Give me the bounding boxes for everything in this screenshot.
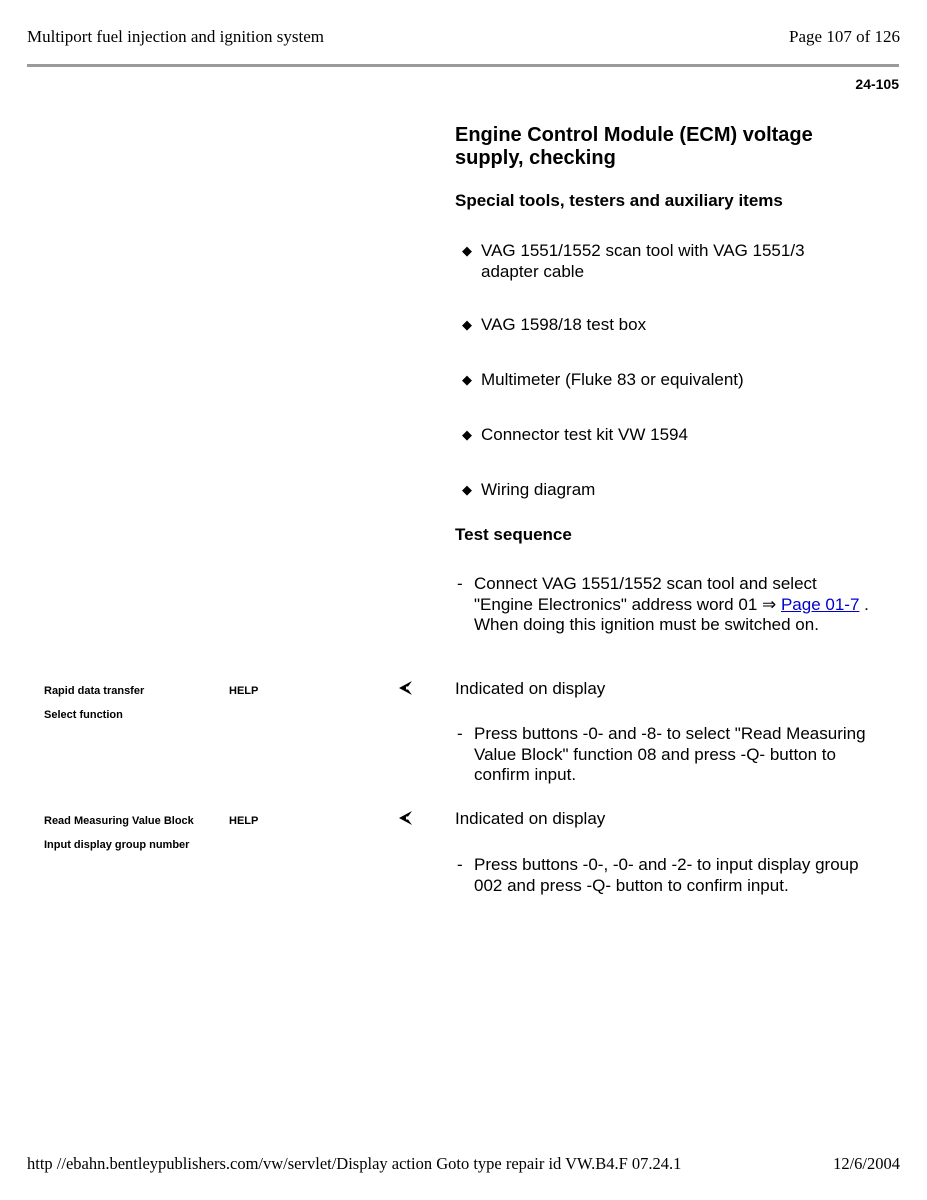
page-number: 24-105 bbox=[855, 76, 899, 92]
display-line-2: Select function bbox=[44, 709, 123, 721]
pointing-hand-icon bbox=[398, 680, 414, 696]
document-header-title: Multiport fuel injection and ignition system bbox=[27, 27, 324, 46]
header-divider bbox=[27, 64, 899, 67]
tool-item bbox=[462, 314, 862, 335]
display-help-label: HELP bbox=[229, 815, 259, 827]
tool-item-text: VAG 1551/1552 scan tool with VAG 1551/3 adapter cable bbox=[481, 241, 805, 281]
diamond-bullet-icon: ◆ bbox=[462, 372, 472, 387]
indicated-on-display: Indicated on display bbox=[455, 679, 606, 698]
section-title: Engine Control Module (ECM) voltage supply, checking bbox=[455, 124, 813, 169]
footer-url: http //ebahn.bentleypublishers.com/vw/servlet/Display action Goto type repair id VW.B4.F 07.24.1 bbox=[27, 1154, 682, 1173]
test-step: - Connect VAG 1551/1552 scan tool and select "Engine Electronics" address word 01 ⇒ Page 01-7 . When doing this ignition must be switched on. bbox=[457, 574, 869, 634]
pointing-hand-icon bbox=[398, 810, 414, 826]
footer-date: 12/6/2004 bbox=[833, 1154, 900, 1173]
display-line-1: Rapid data transfer bbox=[44, 685, 145, 697]
step-text: . When doing this ignition must be switched on. bbox=[474, 594, 869, 634]
tool-item-text: Wiring diagram bbox=[481, 480, 596, 499]
diamond-bullet-icon: ◆ bbox=[462, 243, 472, 258]
footer bbox=[27, 1154, 900, 1174]
test-step: - Press buttons -0-, -0- and -2- to input display group 002 and press -Q- button to confirm input. bbox=[457, 855, 877, 896]
tool-item bbox=[462, 369, 862, 390]
page-link[interactable]: Page 01-7 bbox=[780, 594, 860, 614]
display-help-label: HELP bbox=[229, 685, 259, 697]
tools-heading: Special tools, testers and auxiliary items bbox=[455, 191, 783, 210]
diamond-bullet-icon: ◆ bbox=[462, 317, 472, 332]
test-sequence-heading: Test sequence bbox=[455, 525, 572, 544]
tool-item bbox=[462, 479, 862, 500]
page-counter: Page 107 of 126 bbox=[789, 27, 900, 46]
tool-item-text: Multimeter (Fluke 83 or equivalent) bbox=[481, 370, 744, 389]
diamond-bullet-icon: ◆ bbox=[462, 427, 472, 442]
step-text: Press buttons -0-, -0- and -2- to input display group 002 and press -Q- button to confirm input. bbox=[474, 855, 859, 895]
indicated-on-display: Indicated on display bbox=[455, 809, 606, 828]
tool-item bbox=[462, 424, 862, 445]
step-text: Connect VAG 1551/1552 scan tool and select "Engine Electronics" address word 01 ⇒ bbox=[474, 574, 817, 614]
display-line-1: Read Measuring Value Block bbox=[44, 815, 194, 827]
tool-item-text: Connector test kit VW 1594 bbox=[481, 425, 688, 444]
step-text: Press buttons -0- and -8- to select "Read Measuring Value Block" function 08 and press -Q- button to confirm input. bbox=[474, 724, 866, 784]
tool-item bbox=[462, 240, 862, 282]
display-line-2: Input display group number bbox=[44, 839, 190, 851]
test-step: - Press buttons -0- and -8- to select "Read Measuring Value Block" function 08 and press -Q- button to confirm input. bbox=[457, 724, 877, 786]
diamond-bullet-icon: ◆ bbox=[462, 482, 472, 497]
tool-item-text: VAG 1598/18 test box bbox=[481, 315, 647, 334]
